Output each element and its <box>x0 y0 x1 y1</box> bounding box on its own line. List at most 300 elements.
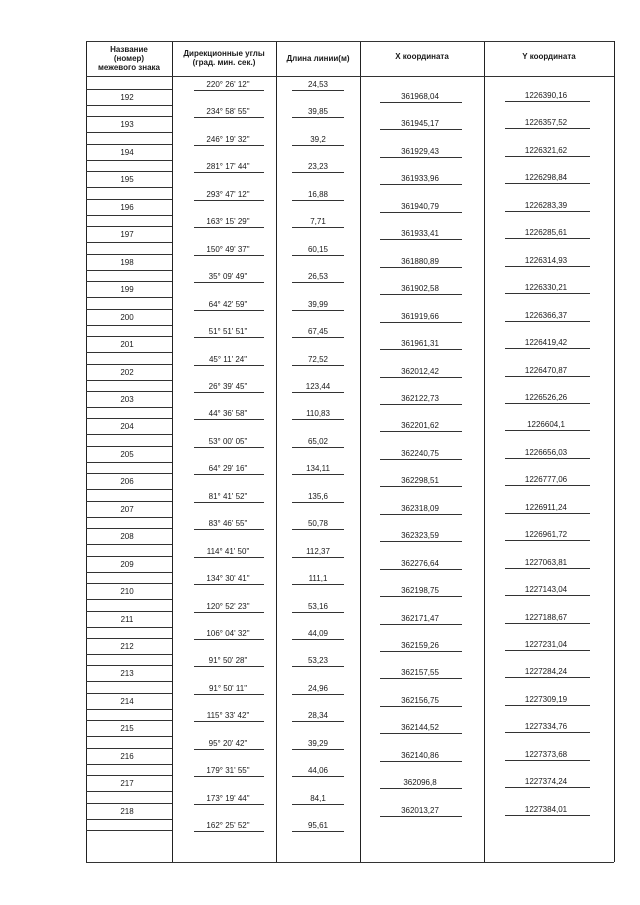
row-separator <box>380 294 462 295</box>
point-name: 200 <box>120 312 134 322</box>
row-separator <box>380 651 462 652</box>
row-separator <box>380 431 462 432</box>
row-separator <box>86 226 172 227</box>
row-separator <box>86 528 172 529</box>
row-separator <box>505 513 590 514</box>
row-separator <box>86 446 172 447</box>
row-separator <box>86 270 172 271</box>
direction-angle: 81° 41' 52" <box>208 491 248 501</box>
row-separator <box>292 694 344 695</box>
direction-angle: 134° 30' 41" <box>206 574 250 584</box>
y-coordinate: 1226419,42 <box>524 338 568 348</box>
direction-angle: 26° 39' 45" <box>208 381 248 391</box>
x-coordinate: 362298,51 <box>401 476 439 486</box>
row-separator <box>86 297 172 298</box>
row-separator <box>292 666 344 667</box>
row-separator <box>86 720 172 721</box>
point-name: 215 <box>120 724 134 734</box>
row-separator <box>505 485 590 486</box>
row-separator <box>86 434 172 435</box>
point-name: 216 <box>120 751 134 761</box>
y-coordinate: 1226911,24 <box>525 502 567 512</box>
direction-angle: 220° 26' 12" <box>206 80 250 89</box>
point-name: 202 <box>120 367 134 377</box>
x-coordinate: 362012,42 <box>401 366 439 376</box>
row-separator <box>380 129 462 130</box>
row-separator <box>86 599 172 600</box>
y-coordinate: 1226526,26 <box>524 392 568 402</box>
row-separator <box>194 145 264 146</box>
row-separator <box>86 681 172 682</box>
row-separator <box>505 348 590 349</box>
y-coordinate: 1226604,1 <box>527 420 565 430</box>
line-length: 24,96 <box>307 683 329 693</box>
line-length: 53,16 <box>307 601 329 611</box>
point-name: 214 <box>120 696 134 706</box>
row-separator <box>505 787 590 788</box>
y-coordinate: 1226321,62 <box>524 145 568 155</box>
x-coordinate: 362201,62 <box>401 421 439 431</box>
row-separator <box>86 473 172 474</box>
y-coordinate: 1226285,61 <box>524 228 568 238</box>
y-coordinate: 1226656,03 <box>524 447 568 457</box>
y-coordinate: 1226298,84 <box>524 173 568 183</box>
row-separator <box>194 90 264 91</box>
x-coordinate: 362013,27 <box>401 805 439 815</box>
row-separator <box>86 281 172 282</box>
y-coordinate: 1226366,37 <box>524 310 568 320</box>
point-name: 193 <box>120 120 134 130</box>
row-separator <box>380 733 462 734</box>
line-length: 67,45 <box>307 327 329 337</box>
row-separator <box>194 117 264 118</box>
column-border <box>484 41 485 862</box>
row-separator <box>194 749 264 750</box>
direction-angle: 95° 20' 42" <box>208 738 248 748</box>
row-separator <box>86 517 172 518</box>
y-coordinate: 1227373,68 <box>524 749 568 759</box>
x-coordinate: 361929,43 <box>401 146 439 156</box>
direction-angle: 64° 29' 16" <box>208 464 248 474</box>
row-separator <box>194 310 264 311</box>
row-separator <box>194 584 264 585</box>
line-length: 135,6 <box>307 491 329 501</box>
line-length: 112,37 <box>306 546 330 556</box>
point-name: 199 <box>120 285 134 295</box>
x-coordinate: 362144,52 <box>401 723 439 733</box>
row-separator <box>380 102 462 103</box>
row-separator <box>505 677 590 678</box>
header-x: X координата <box>395 52 449 61</box>
point-name: 195 <box>120 175 134 185</box>
row-separator <box>86 160 172 161</box>
row-separator <box>86 336 172 337</box>
row-separator <box>505 568 590 569</box>
direction-angle: 83° 46' 55" <box>208 519 248 529</box>
direction-angle: 246° 19' 32" <box>206 134 250 144</box>
row-separator <box>505 156 590 157</box>
x-coordinate: 361902,58 <box>401 284 439 294</box>
row-separator <box>292 529 344 530</box>
line-length: 24,53 <box>307 80 329 89</box>
row-separator <box>86 309 172 310</box>
row-separator <box>86 764 172 765</box>
direction-angle: 64° 42' 59" <box>208 299 248 309</box>
row-separator <box>292 337 344 338</box>
row-separator <box>194 529 264 530</box>
row-separator <box>86 501 172 502</box>
direction-angle: 91° 50' 28" <box>208 656 248 666</box>
y-coordinate: 1226330,21 <box>524 283 568 293</box>
row-separator <box>505 293 590 294</box>
row-separator <box>380 816 462 817</box>
row-separator <box>86 199 172 200</box>
table-top-border <box>86 41 614 42</box>
row-separator <box>86 803 172 804</box>
row-separator <box>86 775 172 776</box>
line-length: 65,02 <box>307 436 329 446</box>
row-separator <box>505 403 590 404</box>
row-separator <box>194 447 264 448</box>
direction-angle: 35° 09' 49" <box>208 272 248 282</box>
row-separator <box>86 105 172 106</box>
point-name: 212 <box>120 642 134 651</box>
row-separator <box>86 132 172 133</box>
direction-angle: 115° 33' 42" <box>206 711 250 721</box>
row-separator <box>86 572 172 573</box>
row-separator <box>194 337 264 338</box>
row-separator <box>505 458 590 459</box>
x-coordinate: 361933,41 <box>401 229 439 239</box>
y-coordinate: 1226357,52 <box>524 118 568 128</box>
row-separator <box>86 418 172 419</box>
row-separator <box>194 694 264 695</box>
point-name: 204 <box>120 422 134 432</box>
y-coordinate: 1227334,76 <box>524 722 568 732</box>
x-coordinate: 361961,31 <box>401 339 439 349</box>
row-separator <box>292 310 344 311</box>
row-separator <box>380 788 462 789</box>
row-separator <box>194 502 264 503</box>
point-name: 209 <box>120 559 134 569</box>
row-separator <box>380 377 462 378</box>
row-separator <box>380 678 462 679</box>
line-length: 39,85 <box>307 107 329 117</box>
row-separator <box>505 760 590 761</box>
point-name: 210 <box>120 587 134 597</box>
row-separator <box>292 282 344 283</box>
row-separator <box>505 540 590 541</box>
row-separator <box>86 215 172 216</box>
row-separator <box>86 638 172 639</box>
direction-angle: 234° 58' 55" <box>206 107 250 117</box>
point-name: 218 <box>120 806 134 816</box>
row-separator <box>194 721 264 722</box>
row-separator <box>86 709 172 710</box>
column-border <box>172 41 173 862</box>
row-separator <box>505 430 590 431</box>
line-length: 60,15 <box>307 244 329 254</box>
row-separator <box>505 321 590 322</box>
line-length: 16,88 <box>307 189 329 199</box>
row-separator <box>292 227 344 228</box>
x-coordinate: 361880,89 <box>401 256 439 266</box>
row-separator <box>380 596 462 597</box>
x-coordinate: 362156,75 <box>401 695 439 705</box>
x-coordinate: 362159,26 <box>401 641 439 650</box>
row-separator <box>505 101 590 102</box>
direction-angle: 120° 52' 23" <box>206 601 250 611</box>
row-separator <box>380 706 462 707</box>
header-angle: Дирекционные углы (град. мин. сек.) <box>183 49 265 67</box>
direction-angle: 179° 31' 55" <box>206 766 250 776</box>
x-coordinate: 362198,75 <box>401 586 439 596</box>
point-name: 207 <box>120 504 134 514</box>
row-separator <box>292 145 344 146</box>
row-separator <box>380 404 462 405</box>
x-coordinate: 362323,59 <box>401 531 439 541</box>
row-separator <box>194 474 264 475</box>
row-separator <box>86 654 172 655</box>
x-coordinate: 361933,96 <box>401 174 439 184</box>
table-bottom-border <box>86 862 614 863</box>
row-separator <box>292 557 344 558</box>
row-separator <box>86 171 172 172</box>
direction-angle: 45° 11' 24" <box>208 354 248 364</box>
point-name: 198 <box>120 257 134 267</box>
direction-angle: 91° 50' 11" <box>208 683 248 693</box>
direction-angle: 106° 04' 32" <box>206 629 250 638</box>
row-separator <box>86 364 172 365</box>
row-separator <box>505 732 590 733</box>
row-separator <box>292 255 344 256</box>
line-length: 26,53 <box>307 272 329 282</box>
x-coordinate: 362171,47 <box>401 613 439 623</box>
row-separator <box>292 447 344 448</box>
y-coordinate: 1226314,93 <box>524 255 568 265</box>
x-coordinate: 362276,64 <box>401 558 439 568</box>
x-coordinate: 362140,86 <box>401 750 439 760</box>
row-separator <box>292 639 344 640</box>
x-coordinate: 362096,8 <box>403 778 437 788</box>
row-separator <box>194 255 264 256</box>
row-separator <box>292 90 344 91</box>
row-separator <box>194 227 264 228</box>
line-length: 134,11 <box>306 464 330 474</box>
header-name: Название (номер) межевого знака <box>97 45 161 72</box>
row-separator <box>86 407 172 408</box>
row-separator <box>86 242 172 243</box>
line-length: 110,83 <box>306 409 330 419</box>
row-separator <box>86 489 172 490</box>
row-separator <box>86 611 172 612</box>
x-coordinate: 361940,79 <box>401 201 439 211</box>
row-separator <box>86 544 172 545</box>
row-separator <box>194 612 264 613</box>
row-separator <box>292 612 344 613</box>
row-separator <box>292 200 344 201</box>
row-separator <box>505 623 590 624</box>
row-separator <box>505 376 590 377</box>
row-separator <box>505 266 590 267</box>
point-name: 213 <box>120 669 134 679</box>
point-name: 203 <box>120 394 134 404</box>
line-length: 7,71 <box>310 217 326 227</box>
point-name: 196 <box>120 202 134 212</box>
line-length: 50,78 <box>307 519 329 529</box>
row-separator <box>505 650 590 651</box>
row-separator <box>380 212 462 213</box>
row-separator <box>292 392 344 393</box>
x-coordinate: 362240,75 <box>401 448 439 458</box>
row-separator <box>505 705 590 706</box>
row-separator <box>292 749 344 750</box>
row-separator <box>194 200 264 201</box>
column-border <box>614 41 615 862</box>
line-length: 39,29 <box>307 738 329 748</box>
line-length: 53,23 <box>307 656 329 666</box>
row-separator <box>194 804 264 805</box>
row-separator <box>194 557 264 558</box>
direction-angle: 173° 19' 44" <box>206 793 250 803</box>
column-border <box>276 41 277 862</box>
row-separator <box>380 514 462 515</box>
y-coordinate: 1227231,04 <box>524 640 568 649</box>
row-separator <box>86 830 172 831</box>
point-name: 208 <box>120 532 134 542</box>
x-coordinate: 362318,09 <box>401 503 439 513</box>
row-separator <box>86 791 172 792</box>
direction-angle: 163° 15' 29" <box>206 217 250 227</box>
row-separator <box>292 831 344 832</box>
y-coordinate: 1227384,01 <box>524 804 568 814</box>
direction-angle: 44° 36' 58" <box>208 409 248 419</box>
row-separator <box>194 419 264 420</box>
line-length: 44,09 <box>307 629 329 638</box>
row-separator <box>292 474 344 475</box>
direction-angle: 51° 51' 51" <box>208 327 248 337</box>
y-coordinate: 1227309,19 <box>524 694 568 704</box>
row-separator <box>380 761 462 762</box>
row-separator <box>194 776 264 777</box>
line-length: 39,99 <box>307 299 329 309</box>
row-separator <box>380 486 462 487</box>
direction-angle: 281° 17' 44" <box>206 162 250 172</box>
row-separator <box>86 254 172 255</box>
row-separator <box>86 462 172 463</box>
point-name: 205 <box>120 449 134 459</box>
x-coordinate: 361968,04 <box>401 92 439 101</box>
row-separator <box>86 819 172 820</box>
point-name: 211 <box>120 614 134 624</box>
y-coordinate: 1226777,06 <box>524 475 568 485</box>
header-y: Y координата <box>522 52 576 61</box>
row-separator <box>86 736 172 737</box>
point-name: 194 <box>120 147 134 157</box>
row-separator <box>505 595 590 596</box>
y-coordinate: 1227063,81 <box>524 557 568 567</box>
row-separator <box>380 322 462 323</box>
row-separator <box>505 238 590 239</box>
row-separator <box>194 831 264 832</box>
row-separator <box>292 721 344 722</box>
row-separator <box>86 627 172 628</box>
row-separator <box>380 184 462 185</box>
row-separator <box>86 748 172 749</box>
column-border <box>360 41 361 862</box>
y-coordinate: 1226283,39 <box>524 200 568 210</box>
row-separator <box>292 804 344 805</box>
line-length: 28,34 <box>307 711 329 721</box>
y-coordinate: 1226470,87 <box>524 365 568 375</box>
line-length: 95,61 <box>307 821 329 831</box>
row-separator <box>380 624 462 625</box>
row-separator <box>194 392 264 393</box>
row-separator <box>380 239 462 240</box>
line-length: 23,23 <box>307 162 329 172</box>
row-separator <box>86 325 172 326</box>
row-separator <box>86 391 172 392</box>
row-separator <box>194 666 264 667</box>
y-coordinate: 1227188,67 <box>524 612 568 622</box>
direction-angle: 162° 25' 52" <box>206 821 250 831</box>
row-separator <box>86 556 172 557</box>
y-coordinate: 1227374,24 <box>524 777 568 787</box>
y-coordinate: 1226961,72 <box>524 530 568 540</box>
row-separator <box>505 183 590 184</box>
row-separator <box>86 187 172 188</box>
row-separator <box>292 502 344 503</box>
point-name: 192 <box>120 93 134 102</box>
row-separator <box>505 815 590 816</box>
row-separator <box>292 117 344 118</box>
row-separator <box>505 211 590 212</box>
row-separator <box>292 172 344 173</box>
row-separator <box>194 365 264 366</box>
row-separator <box>194 172 264 173</box>
line-length: 84,1 <box>310 793 326 803</box>
row-separator <box>292 419 344 420</box>
y-coordinate: 1227143,04 <box>524 585 568 595</box>
row-separator <box>292 776 344 777</box>
header-length: Длина линии(м) <box>286 54 350 63</box>
column-border <box>86 41 87 862</box>
line-length: 39,2 <box>310 134 326 144</box>
point-name: 206 <box>120 477 134 487</box>
row-separator <box>380 349 462 350</box>
line-length: 72,52 <box>307 354 329 364</box>
y-coordinate: 1226390,16 <box>524 91 568 100</box>
header-bottom-border <box>86 76 614 77</box>
row-separator <box>292 365 344 366</box>
point-name: 217 <box>120 779 134 789</box>
direction-angle: 150° 49' 37" <box>206 244 250 254</box>
row-separator <box>86 380 172 381</box>
row-separator <box>86 116 172 117</box>
row-separator <box>380 459 462 460</box>
row-separator <box>505 128 590 129</box>
point-name: 197 <box>120 230 134 240</box>
row-separator <box>86 89 172 90</box>
direction-angle: 114° 41' 50" <box>206 546 250 556</box>
row-separator <box>380 541 462 542</box>
row-separator <box>86 144 172 145</box>
row-separator <box>86 583 172 584</box>
row-separator <box>380 569 462 570</box>
x-coordinate: 362157,55 <box>401 668 439 678</box>
row-separator <box>380 267 462 268</box>
row-separator <box>292 584 344 585</box>
